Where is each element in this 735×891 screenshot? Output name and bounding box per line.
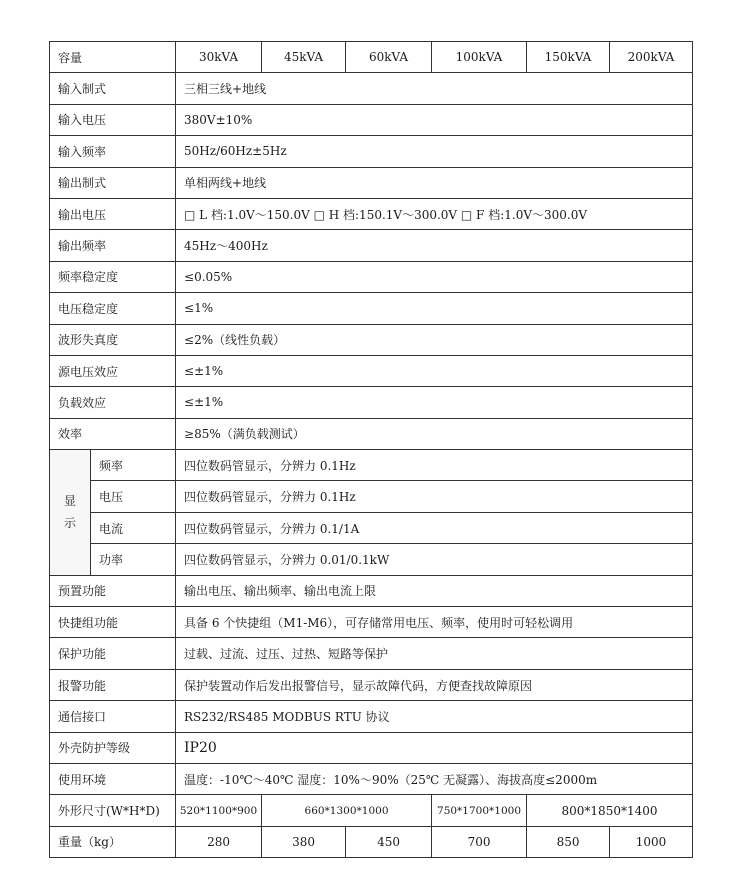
row-label: 容量 xyxy=(50,42,176,73)
spec-row xyxy=(50,418,693,449)
row-label: 报警功能 xyxy=(50,669,176,700)
row-value: 四位数码管显示，分辨力 0.01/0.1kW xyxy=(176,544,693,575)
row-label: 外壳防护等级 xyxy=(50,732,176,763)
weight-cell: 280 xyxy=(176,826,262,857)
row-value: IP20 xyxy=(176,732,693,763)
row-label: 预置功能 xyxy=(50,575,176,606)
row-label: 输入制式 xyxy=(50,73,176,104)
spec-row xyxy=(50,261,693,292)
row-label: 重量（kg） xyxy=(50,826,176,857)
spec-row xyxy=(50,669,693,700)
dimension-cell: 660*1300*1000 xyxy=(262,795,432,826)
spec-row xyxy=(50,575,693,606)
spec-row xyxy=(50,230,693,261)
row-label: 快捷组功能 xyxy=(50,607,176,638)
row-value: 三相三线+地线 xyxy=(176,73,693,104)
model-cell: 100kVA xyxy=(432,42,527,73)
row-label: 电流 xyxy=(91,512,176,543)
spec-row xyxy=(50,607,693,638)
spec-row xyxy=(50,638,693,669)
row-label: 输出电压 xyxy=(50,198,176,229)
row-value: 45Hz～400Hz xyxy=(176,230,693,261)
weight-row xyxy=(50,826,693,857)
row-value: ≥85%（满负载测试） xyxy=(176,418,693,449)
row-label: 输入电压 xyxy=(50,104,176,135)
row-label: 保护功能 xyxy=(50,638,176,669)
display-row xyxy=(50,481,693,512)
weight-cell: 700 xyxy=(432,826,527,857)
row-label: 电压 xyxy=(91,481,176,512)
row-value: ≤±1% xyxy=(176,355,693,386)
row-label: 输入频率 xyxy=(50,136,176,167)
row-label: 频率 xyxy=(91,450,176,481)
model-cell: 30kVA xyxy=(176,42,262,73)
row-value: ≤1% xyxy=(176,293,693,324)
row-label: 外形尺寸(W*H*D) xyxy=(50,795,176,826)
row-value: 四位数码管显示，分辨力 0.1Hz xyxy=(176,450,693,481)
dimension-cell: 750*1700*1000 xyxy=(432,795,527,826)
row-value: ≤2%（线性负载） xyxy=(176,324,693,355)
spec-row xyxy=(50,73,693,104)
row-label: 频率稳定度 xyxy=(50,261,176,292)
row-value: RS232/RS485 MODBUS RTU 协议 xyxy=(176,701,693,732)
row-label: 电压稳定度 xyxy=(50,293,176,324)
row-value: 具备 6 个快捷组（M1-M6），可存储常用电压、频率，使用时可轻松调用 xyxy=(176,607,693,638)
row-label: 通信接口 xyxy=(50,701,176,732)
row-label: 效率 xyxy=(50,418,176,449)
spec-row xyxy=(50,293,693,324)
dimensions-row xyxy=(50,795,693,826)
spec-row xyxy=(50,104,693,135)
spec-row xyxy=(50,732,693,763)
weight-cell: 380 xyxy=(262,826,346,857)
row-value: ≤0.05% xyxy=(176,261,693,292)
row-value: 380V±10% xyxy=(176,104,693,135)
model-cell: 200kVA xyxy=(610,42,693,73)
display-group-char: 示 xyxy=(63,516,76,531)
row-value: ≤±1% xyxy=(176,387,693,418)
model-cell: 150kVA xyxy=(527,42,610,73)
row-label: 功率 xyxy=(91,544,176,575)
row-label: 输出频率 xyxy=(50,230,176,261)
display-row xyxy=(50,512,693,543)
row-value: 四位数码管显示，分辨力 0.1Hz xyxy=(176,481,693,512)
spec-row xyxy=(50,355,693,386)
display-row xyxy=(50,544,693,575)
row-value: 50Hz/60Hz±5Hz xyxy=(176,136,693,167)
spec-row xyxy=(50,136,693,167)
row-label: 输出制式 xyxy=(50,167,176,198)
row-label: 波形失真度 xyxy=(50,324,176,355)
weight-cell: 850 xyxy=(527,826,610,857)
weight-cell: 450 xyxy=(346,826,432,857)
dimension-cell: 800*1850*1400 xyxy=(527,795,693,826)
display-row xyxy=(50,450,693,481)
row-value: 单相两线+地线 xyxy=(176,167,693,198)
row-label: 源电压效应 xyxy=(50,355,176,386)
row-value: 温度：-10℃～40℃ 湿度：10%～90%（25℃ 无凝露）、海拔高度≤2000m xyxy=(176,763,693,794)
display-group-char: 显 xyxy=(63,494,76,509)
spec-row xyxy=(50,167,693,198)
capacity-row xyxy=(50,42,693,73)
model-cell: 45kVA xyxy=(262,42,346,73)
row-label: 负载效应 xyxy=(50,387,176,418)
spec-table xyxy=(49,41,693,858)
row-value: □ L 档:1.0V～150.0V □ H 档:150.1V～300.0V □ F 档:1.0V～300.0V xyxy=(176,198,693,229)
spec-row xyxy=(50,387,693,418)
row-value: 保护装置动作后发出报警信号，显示故障代码，方便查找故障原因 xyxy=(176,669,693,700)
model-cell: 60kVA xyxy=(346,42,432,73)
display-group-label xyxy=(50,450,91,576)
row-label: 使用环境 xyxy=(50,763,176,794)
row-value: 过载、过流、过压、过热、短路等保护 xyxy=(176,638,693,669)
row-value: 输出电压、输出频率、输出电流上限 xyxy=(176,575,693,606)
spec-row xyxy=(50,198,693,229)
spec-row xyxy=(50,763,693,794)
spec-row xyxy=(50,701,693,732)
spec-row xyxy=(50,324,693,355)
row-value: 四位数码管显示，分辨力 0.1/1A xyxy=(176,512,693,543)
weight-cell: 1000 xyxy=(610,826,693,857)
dimension-cell: 520*1100*900 xyxy=(176,795,262,826)
